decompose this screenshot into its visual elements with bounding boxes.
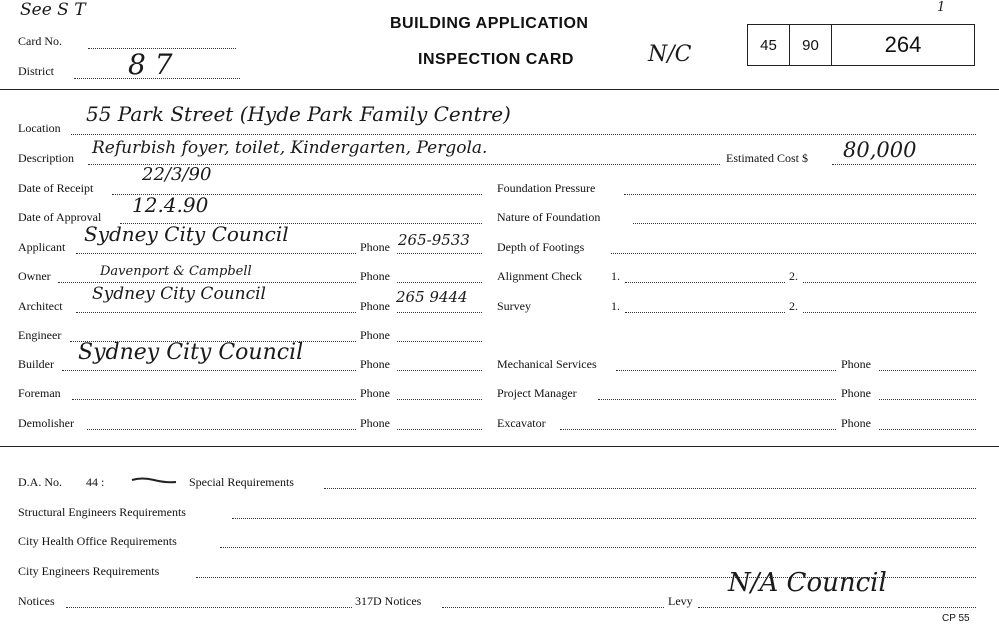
survey-num2: 2.: [789, 299, 798, 313]
nc-mark: N/C: [648, 42, 692, 67]
engineer-phone-line: [397, 341, 482, 342]
foundation-pressure-label: Foundation Pressure: [497, 181, 596, 195]
demolisher-label: Demolisher: [18, 416, 74, 430]
lower-divider: [0, 446, 999, 447]
applicant-phone-label: Phone: [360, 240, 390, 254]
architect-label: Architect: [18, 299, 63, 313]
excavator-phone-line: [879, 429, 976, 430]
district-value: 8 7: [128, 48, 173, 81]
alignment-check-line1: [625, 282, 785, 283]
mechanical-services-label: Mechanical Services: [497, 357, 597, 371]
alignment-check-line2: [803, 282, 976, 283]
alignment-check-label: Alignment Check: [497, 269, 582, 283]
owner-label: Owner: [18, 269, 51, 283]
district-label: District: [18, 64, 54, 78]
owner-phone-line: [397, 282, 482, 283]
builder-value: Sydney City Council: [78, 340, 304, 365]
nature-of-foundation-line: [633, 223, 976, 224]
project-manager-phone-line: [879, 399, 976, 400]
card-no-label: Card No.: [18, 34, 62, 48]
project-manager-label: Project Manager: [497, 386, 577, 400]
code-box-2: 90: [789, 24, 832, 66]
notices-line: [66, 607, 352, 608]
city-engineers-label: City Engineers Requirements: [18, 564, 160, 578]
header-divider: [0, 89, 999, 90]
foundation-pressure-line: [624, 194, 976, 195]
see-note: See S T: [20, 0, 86, 20]
estimated-cost-label: Estimated Cost $: [726, 151, 808, 165]
owner-phone-label: Phone: [360, 269, 390, 283]
location-label: Location: [18, 121, 61, 135]
applicant-line: [76, 253, 356, 254]
owner-value: Davenport & Campbell: [100, 264, 252, 279]
location-line: [71, 134, 976, 135]
form-code: CP 55: [942, 613, 970, 624]
survey-label: Survey: [497, 299, 531, 313]
da-no-value: 44 :: [86, 475, 105, 489]
architect-value: Sydney City Council: [92, 284, 266, 304]
special-requirements-label: Special Requirements: [189, 475, 294, 489]
nature-of-foundation-label: Nature of Foundation: [497, 210, 601, 224]
excavator-phone-label: Phone: [841, 416, 871, 430]
structural-label: Structural Engineers Requirements: [18, 505, 186, 519]
date-of-approval-label: Date of Approval: [18, 210, 102, 224]
date-of-receipt-value: 22/3/90: [142, 164, 212, 185]
architect-phone-line: [397, 312, 482, 313]
demolisher-phone-label: Phone: [360, 416, 390, 430]
levy-value: N/A Council: [728, 568, 887, 598]
levy-line: [698, 607, 976, 608]
survey-line1: [625, 312, 785, 313]
estimated-cost-line: [832, 164, 976, 165]
builder-phone-line: [397, 370, 482, 371]
title-line1: BUILDING APPLICATION: [390, 15, 589, 32]
demolisher-line: [87, 429, 356, 430]
applicant-phone-line: [397, 253, 482, 254]
project-manager-phone-label: Phone: [841, 386, 871, 400]
engineer-label: Engineer: [18, 328, 62, 342]
builder-line: [62, 370, 356, 371]
architect-phone-value: 265 9444: [396, 288, 468, 306]
estimated-cost-value: 80,000: [843, 138, 917, 162]
code-box-1: 45: [747, 24, 790, 66]
card-number-box: 264: [831, 24, 975, 66]
foreman-line: [72, 399, 356, 400]
title-line2: INSPECTION CARD: [418, 51, 574, 68]
excavator-line: [560, 429, 836, 430]
special-requirements-line: [324, 488, 976, 489]
levy-label: Levy: [668, 594, 693, 608]
foreman-phone-label: Phone: [360, 386, 390, 400]
architect-line: [76, 312, 356, 313]
location-value: 55 Park Street (Hyde Park Family Centre): [86, 102, 511, 126]
applicant-phone-value: 265-9533: [398, 231, 470, 249]
mechanical-services-line: [616, 370, 836, 371]
corner-number: 1: [937, 0, 946, 15]
foreman-phone-line: [397, 399, 482, 400]
foreman-label: Foreman: [18, 386, 61, 400]
317d-notices-line: [442, 607, 664, 608]
builder-label: Builder: [18, 357, 54, 371]
city-health-label: City Health Office Requirements: [18, 534, 177, 548]
structural-line: [232, 518, 976, 519]
applicant-label: Applicant: [18, 240, 66, 254]
description-value: Refurbish foyer, toilet, Kindergarten, Pergola.: [92, 138, 488, 158]
notices-label: Notices: [18, 594, 55, 608]
applicant-value: Sydney City Council: [84, 222, 289, 246]
owner-line: [58, 282, 356, 283]
depth-of-footings-label: Depth of Footings: [497, 240, 585, 254]
depth-of-footings-line: [611, 253, 976, 254]
317d-notices-label: 317D Notices: [355, 594, 422, 608]
mechanical-services-phone-label: Phone: [841, 357, 871, 371]
excavator-label: Excavator: [497, 416, 546, 430]
city-health-line: [220, 547, 976, 548]
builder-phone-label: Phone: [360, 357, 390, 371]
da-dash-mark: [130, 476, 178, 486]
project-manager-line: [598, 399, 836, 400]
engineer-phone-label: Phone: [360, 328, 390, 342]
survey-line2: [803, 312, 976, 313]
demolisher-phone-line: [397, 429, 482, 430]
date-of-approval-value: 12.4.90: [132, 193, 209, 217]
mechanical-services-phone-line: [879, 370, 976, 371]
alignment-check-num2: 2.: [789, 269, 798, 283]
da-no-label: D.A. No.: [18, 475, 62, 489]
architect-phone-label: Phone: [360, 299, 390, 313]
survey-num1: 1.: [611, 299, 620, 313]
alignment-check-num1: 1.: [611, 269, 620, 283]
date-of-receipt-label: Date of Receipt: [18, 181, 94, 195]
description-label: Description: [18, 151, 74, 165]
